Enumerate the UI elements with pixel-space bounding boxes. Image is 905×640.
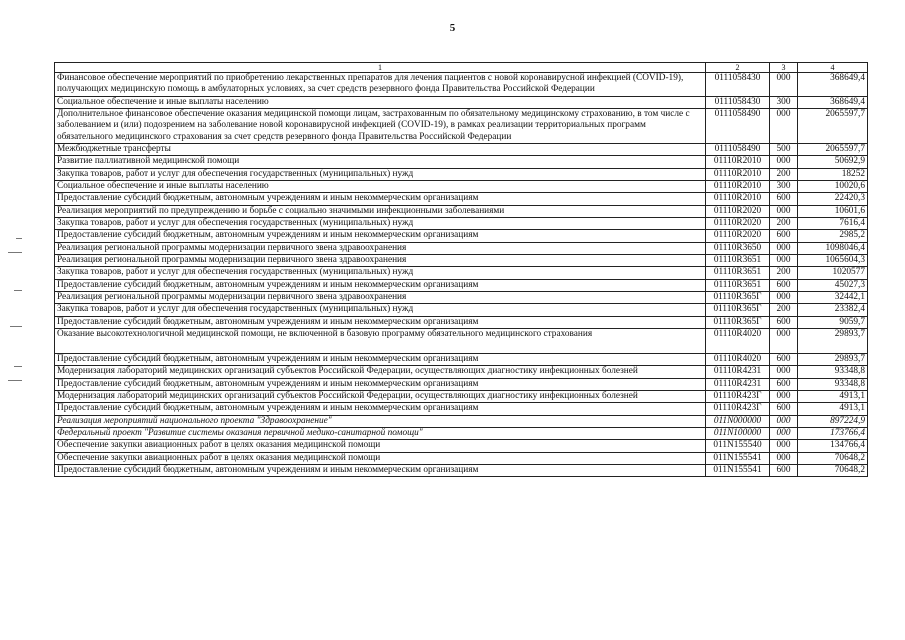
- row-type-cell: 000: [770, 452, 798, 464]
- table-row: [55, 73, 868, 97]
- table-row: [55, 304, 868, 316]
- table-row: [55, 378, 868, 390]
- row-code-cell: 011N155541: [706, 452, 770, 464]
- row-type-cell: 000: [770, 73, 798, 97]
- row-name-cell: Федеральный проект "Развитие системы оказания первичной медико-санитарной помощи": [55, 427, 706, 439]
- row-code-cell: 01110R2010: [706, 156, 770, 168]
- row-code-cell: 01110R4020: [706, 328, 770, 353]
- row-type-cell: 000: [770, 328, 798, 353]
- row-name-cell: Предоставление субсидий бюджетным, автономным учреждениям и иным некоммерческим организациям: [55, 378, 706, 390]
- row-name-cell: Закупка товаров, работ и услуг для обеспечения государственных (муниципальных) нужд: [55, 217, 706, 229]
- table-row: [55, 390, 868, 402]
- row-amount-cell: 2065597,7: [798, 108, 868, 143]
- row-amount-cell: 93348,8: [798, 366, 868, 378]
- row-type-cell: 200: [770, 217, 798, 229]
- table-body: [55, 73, 868, 477]
- row-amount-cell: 93348,8: [798, 378, 868, 390]
- row-amount-cell: 1020577: [798, 267, 868, 279]
- row-type-cell: 000: [770, 415, 798, 427]
- row-type-cell: 600: [770, 193, 798, 205]
- row-code-cell: 01110R2010: [706, 180, 770, 192]
- row-name-cell: Реализация региональной программы модернизации первичного звена здравоохранения: [55, 242, 706, 254]
- row-amount-cell: 897224,9: [798, 415, 868, 427]
- row-type-cell: 000: [770, 427, 798, 439]
- row-code-cell: 01110R4231: [706, 366, 770, 378]
- row-amount-cell: 70648,2: [798, 452, 868, 464]
- table-row: [55, 291, 868, 303]
- row-type-cell: 300: [770, 96, 798, 108]
- row-code-cell: 01110R4020: [706, 353, 770, 365]
- row-amount-cell: 4913,1: [798, 390, 868, 402]
- row-code-cell: 01110R365Г: [706, 316, 770, 328]
- row-code-cell: 011N155540: [706, 440, 770, 452]
- row-type-cell: 200: [770, 168, 798, 180]
- row-type-cell: 500: [770, 143, 798, 155]
- row-amount-cell: 10020,6: [798, 180, 868, 192]
- row-amount-cell: 29893,7: [798, 328, 868, 353]
- row-code-cell: 01110R4231: [706, 378, 770, 390]
- row-code-cell: 01110R3651: [706, 254, 770, 266]
- budget-table: [54, 62, 868, 477]
- table-row: [55, 267, 868, 279]
- row-code-cell: 01110R2010: [706, 193, 770, 205]
- row-name-cell: Модернизация лабораторий медицинских организаций субъектов Российской Федерации, осуществляющих диагностику инфекционных болезней: [55, 390, 706, 402]
- row-type-cell: 000: [770, 108, 798, 143]
- row-name-cell: Реализация мероприятий национального проекта "Здравоохранение": [55, 415, 706, 427]
- table-header-row: [55, 63, 868, 73]
- row-name-cell: Развитие паллиативной медицинской помощи: [55, 156, 706, 168]
- row-code-cell: 01110R2020: [706, 217, 770, 229]
- table-row: [55, 403, 868, 415]
- table-row: [55, 415, 868, 427]
- row-name-cell: Реализация региональной программы модернизации первичного звена здравоохранения: [55, 254, 706, 266]
- row-code-cell: 01110R3651: [706, 267, 770, 279]
- row-name-cell: Предоставление субсидий бюджетным, автономным учреждениям и иным некоммерческим организациям: [55, 230, 706, 242]
- row-amount-cell: 2985,2: [798, 230, 868, 242]
- table-row: [55, 180, 868, 192]
- row-type-cell: 600: [770, 316, 798, 328]
- row-type-cell: 600: [770, 378, 798, 390]
- row-amount-cell: 10601,6: [798, 205, 868, 217]
- table-row: [55, 156, 868, 168]
- row-type-cell: 000: [770, 440, 798, 452]
- table-row: [55, 427, 868, 439]
- row-type-cell: 600: [770, 279, 798, 291]
- row-code-cell: 01110R365Г: [706, 291, 770, 303]
- row-amount-cell: 7616,4: [798, 217, 868, 229]
- row-amount-cell: 4913,1: [798, 403, 868, 415]
- row-type-cell: 600: [770, 353, 798, 365]
- row-name-cell: Социальное обеспечение и иные выплаты населению: [55, 180, 706, 192]
- row-code-cell: 01110R2020: [706, 230, 770, 242]
- row-amount-cell: 32442,1: [798, 291, 868, 303]
- row-amount-cell: 70648,2: [798, 464, 868, 476]
- row-amount-cell: 18252: [798, 168, 868, 180]
- row-amount-cell: 9059,7: [798, 316, 868, 328]
- row-type-cell: 600: [770, 230, 798, 242]
- table-row: [55, 205, 868, 217]
- row-name-cell: Финансовое обеспечение мероприятий по приобретению лекарственных препаратов для лечения пациентов с новой коронавирусной инфекцией (COVID-19), получающих медицинскую помощь в амбулаторных условиях, за счет средств резервного фонда Правительства Российской Федерации: [55, 73, 706, 97]
- row-name-cell: Дополнительное финансовое обеспечение оказания медицинской помощи лицам, застрахованным по обязательному медицинскому страхованию, в том числе с заболеванием и (или) подозрением на заболевание новой коронавирусной инфекцией (COVID-19), в рамках реализации территориальных программ обязательного медицинского страхования за счет средств резервного фонда Правительства Российской Федерации: [55, 108, 706, 143]
- row-code-cell: 011N155541: [706, 464, 770, 476]
- row-code-cell: 01110R423Г: [706, 403, 770, 415]
- table-row: [55, 242, 868, 254]
- row-amount-cell: 22420,3: [798, 193, 868, 205]
- row-code-cell: 0111058490: [706, 108, 770, 143]
- table-row: [55, 108, 868, 143]
- row-type-cell: 000: [770, 156, 798, 168]
- row-type-cell: 000: [770, 366, 798, 378]
- row-code-cell: 011N100000: [706, 427, 770, 439]
- row-amount-cell: 45027,3: [798, 279, 868, 291]
- table-row: [55, 217, 868, 229]
- table-row: [55, 193, 868, 205]
- table-row: [55, 464, 868, 476]
- column-header-3: 3: [770, 63, 798, 73]
- row-type-cell: 600: [770, 403, 798, 415]
- row-name-cell: Модернизация лабораторий медицинских организаций субъектов Российской Федерации, осуществляющих диагностику инфекционных болезней: [55, 366, 706, 378]
- row-type-cell: 000: [770, 291, 798, 303]
- row-type-cell: 000: [770, 254, 798, 266]
- table-row: [55, 366, 868, 378]
- row-type-cell: 000: [770, 390, 798, 402]
- page-number: 5: [449, 22, 456, 34]
- table-row: [55, 440, 868, 452]
- row-name-cell: Предоставление субсидий бюджетным, автономным учреждениям и иным некоммерческим организациям: [55, 403, 706, 415]
- table-row: [55, 353, 868, 365]
- table-row: [55, 143, 868, 155]
- row-code-cell: 0111058490: [706, 143, 770, 155]
- row-amount-cell: 173766,4: [798, 427, 868, 439]
- table-row: [55, 279, 868, 291]
- row-amount-cell: 1065604,3: [798, 254, 868, 266]
- row-type-cell: 600: [770, 464, 798, 476]
- row-name-cell: Предоставление субсидий бюджетным, автономным учреждениям и иным некоммерческим организациям: [55, 193, 706, 205]
- table-row: [55, 328, 868, 353]
- row-name-cell: Оказание высокотехнологичной медицинской помощи, не включенной в базовую программу обязательного медицинского страхования: [55, 328, 706, 353]
- row-code-cell: 01110R2020: [706, 205, 770, 217]
- row-name-cell: Реализация региональной программы модернизации первичного звена здравоохранения: [55, 291, 706, 303]
- row-code-cell: 0111058430: [706, 73, 770, 97]
- row-code-cell: 011N000000: [706, 415, 770, 427]
- row-name-cell: Обеспечение закупки авиационных работ в целях оказания медицинской помощи: [55, 440, 706, 452]
- row-amount-cell: 1098046,4: [798, 242, 868, 254]
- row-name-cell: Закупка товаров, работ и услуг для обеспечения государственных (муниципальных) нужд: [55, 304, 706, 316]
- row-amount-cell: 2065597,7: [798, 143, 868, 155]
- row-name-cell: Предоставление субсидий бюджетным, автономным учреждениям и иным некоммерческим организациям: [55, 464, 706, 476]
- row-code-cell: 0111058430: [706, 96, 770, 108]
- row-name-cell: Реализация мероприятий по предупреждению и борьбе с социально значимыми инфекционными заболеваниями: [55, 205, 706, 217]
- row-amount-cell: 29893,7: [798, 353, 868, 365]
- row-name-cell: Предоставление субсидий бюджетным, автономным учреждениям и иным некоммерческим организациям: [55, 353, 706, 365]
- row-name-cell: Закупка товаров, работ и услуг для обеспечения государственных (муниципальных) нужд: [55, 168, 706, 180]
- row-name-cell: Межбюджетные трансферты: [55, 143, 706, 155]
- row-amount-cell: 134766,4: [798, 440, 868, 452]
- row-type-cell: 200: [770, 267, 798, 279]
- row-type-cell: 200: [770, 304, 798, 316]
- table-row: [55, 168, 868, 180]
- row-name-cell: Предоставление субсидий бюджетным, автономным учреждениям и иным некоммерческим организациям: [55, 279, 706, 291]
- column-header-2: 2: [706, 63, 770, 73]
- row-amount-cell: 50692,9: [798, 156, 868, 168]
- row-name-cell: Обеспечение закупки авиационных работ в целях оказания медицинской помощи: [55, 452, 706, 464]
- table-row: [55, 316, 868, 328]
- row-code-cell: 01110R423Г: [706, 390, 770, 402]
- column-header-1: 1: [55, 63, 706, 73]
- row-type-cell: 300: [770, 180, 798, 192]
- row-code-cell: 01110R3650: [706, 242, 770, 254]
- margin-marks: [4, 238, 34, 388]
- row-type-cell: 000: [770, 205, 798, 217]
- row-name-cell: Закупка товаров, работ и услуг для обеспечения государственных (муниципальных) нужд: [55, 267, 706, 279]
- row-code-cell: 01110R365Г: [706, 304, 770, 316]
- row-amount-cell: 368649,4: [798, 73, 868, 97]
- table-row: [55, 96, 868, 108]
- row-code-cell: 01110R2010: [706, 168, 770, 180]
- column-header-4: 4: [798, 63, 868, 73]
- row-code-cell: 01110R3651: [706, 279, 770, 291]
- row-amount-cell: 368649,4: [798, 96, 868, 108]
- table-row: [55, 230, 868, 242]
- row-name-cell: Предоставление субсидий бюджетным, автономным учреждениям и иным некоммерческим организациям: [55, 316, 706, 328]
- table-row: [55, 452, 868, 464]
- row-amount-cell: 23382,4: [798, 304, 868, 316]
- table-row: [55, 254, 868, 266]
- row-name-cell: Социальное обеспечение и иные выплаты населению: [55, 96, 706, 108]
- row-type-cell: 000: [770, 242, 798, 254]
